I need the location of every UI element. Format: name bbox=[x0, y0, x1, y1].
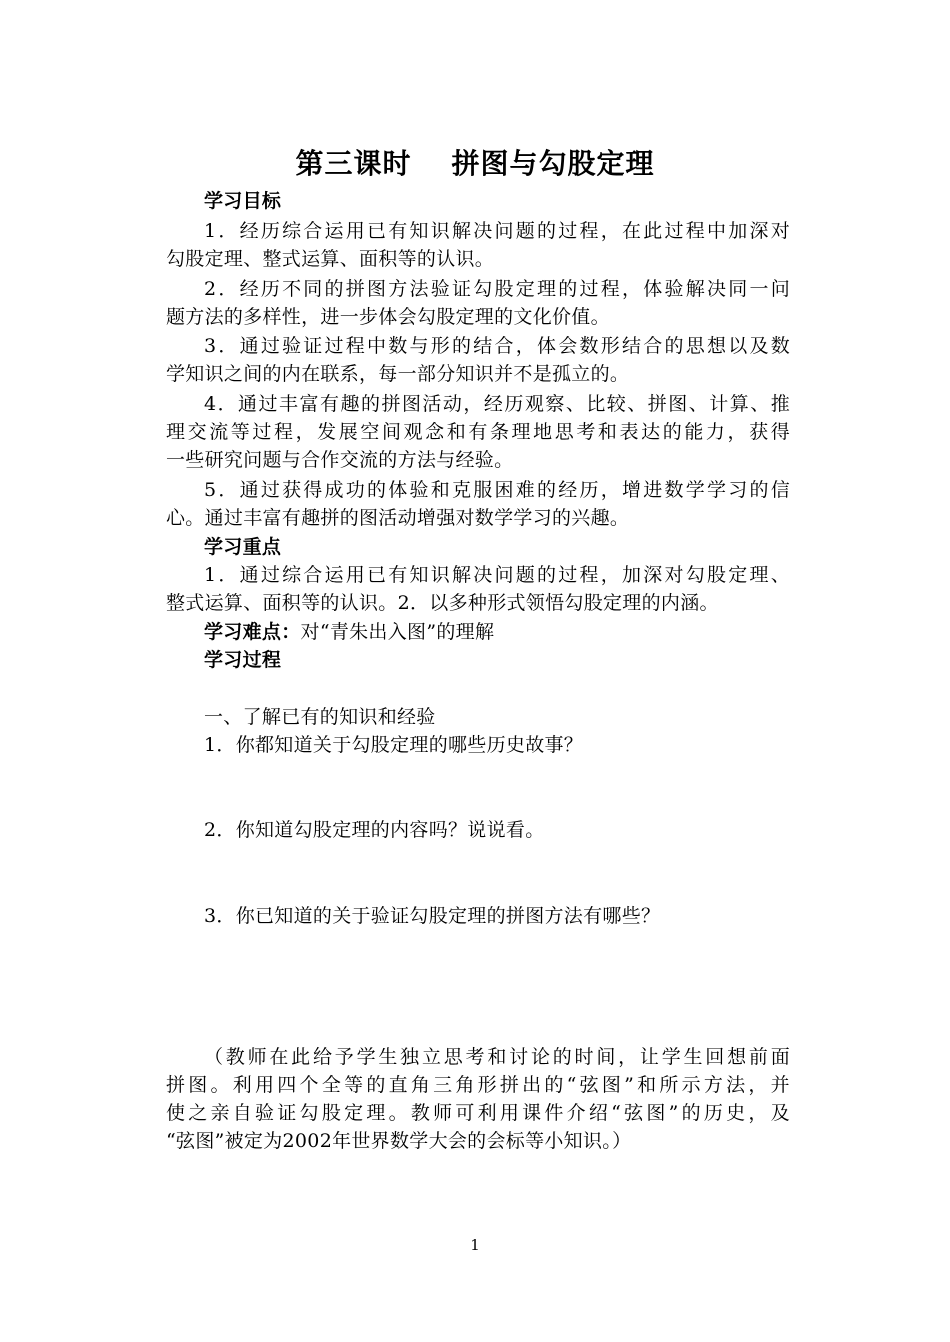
objective-2-line-2: 题方法的多样性，进一步体会勾股定理的文化价值。 bbox=[166, 306, 610, 328]
keypoints-heading: 学习重点 bbox=[204, 536, 282, 558]
title-lesson: 第三课时 bbox=[295, 147, 412, 180]
objective-1-line-2: 勾股定理、整式运算、面积等的认识。 bbox=[166, 248, 495, 270]
objective-3-line-1: 3．通过验证过程中数与形的结合，体会数形结合的思想以及数 bbox=[204, 335, 790, 357]
teacher-note-line-4: “弦图”被定为2002年世界数学大会的会标等小知识。） bbox=[166, 1130, 632, 1152]
objective-3-line-2: 学知识之间的内在联系，每一部分知识并不是孤立的。 bbox=[166, 363, 630, 385]
objective-5-line-1: 5．通过获得成功的体验和克服困难的经历，增进数学学习的信 bbox=[204, 479, 790, 501]
objectives-heading: 学习目标 bbox=[204, 190, 282, 212]
page-title bbox=[0, 142, 950, 182]
keypoints-line-2: 整式运算、面积等的认识。2．以多种形式领悟勾股定理的内涵。 bbox=[166, 592, 719, 614]
objective-1-line-1: 1．经历综合运用已有知识解决问题的过程，在此过程中加深对 bbox=[204, 220, 790, 242]
objective-4-line-2: 理交流等过程，发展空间观念和有条理地思考和表达的能力，获得 bbox=[166, 421, 790, 443]
title-topic: 拼图与勾股定理 bbox=[451, 147, 655, 180]
difficulty-text: 对“青朱出入图”的理解 bbox=[300, 621, 495, 643]
question-1: 1．你都知道关于勾股定理的哪些历史故事？ bbox=[204, 734, 584, 756]
keypoints-line-1: 1．通过综合运用已有知识解决问题的过程，加深对勾股定理、 bbox=[204, 564, 790, 586]
objective-5-line-2: 心。通过丰富有趣拼的图活动增强对数学学习的兴趣。 bbox=[166, 507, 630, 529]
objective-4-line-1: 4．通过丰富有趣的拼图活动，经历观察、比较、拼图、计算、推 bbox=[204, 393, 790, 415]
objective-2-line-1: 2．经历不同的拼图方法验证勾股定理的过程，体验解决同一问 bbox=[204, 278, 790, 300]
question-3: 3．你已知道的关于验证勾股定理的拼图方法有哪些？ bbox=[204, 905, 661, 927]
teacher-note-line-1: （教师在此给予学生独立思考和讨论的时间，让学生回想前面 bbox=[204, 1046, 790, 1068]
difficulty-row bbox=[204, 619, 790, 645]
page-number: 1 bbox=[470, 1236, 480, 1254]
teacher-note-line-2: 拼图。利用四个全等的直角三角形拼出的“弦图”和所示方法，并 bbox=[166, 1074, 790, 1096]
section-1-title: 一、了解已有的知识和经验 bbox=[204, 706, 436, 728]
question-2: 2．你知道勾股定理的内容吗？说说看。 bbox=[204, 819, 545, 841]
difficulty-heading: 学习难点： bbox=[204, 621, 301, 643]
process-heading: 学习过程 bbox=[204, 649, 282, 671]
teacher-note-line-3: 使之亲自验证勾股定理。教师可利用课件介绍“弦图”的历史，及 bbox=[166, 1102, 790, 1124]
objective-4-line-3: 一些研究问题与合作交流的方法与经验。 bbox=[166, 449, 514, 471]
